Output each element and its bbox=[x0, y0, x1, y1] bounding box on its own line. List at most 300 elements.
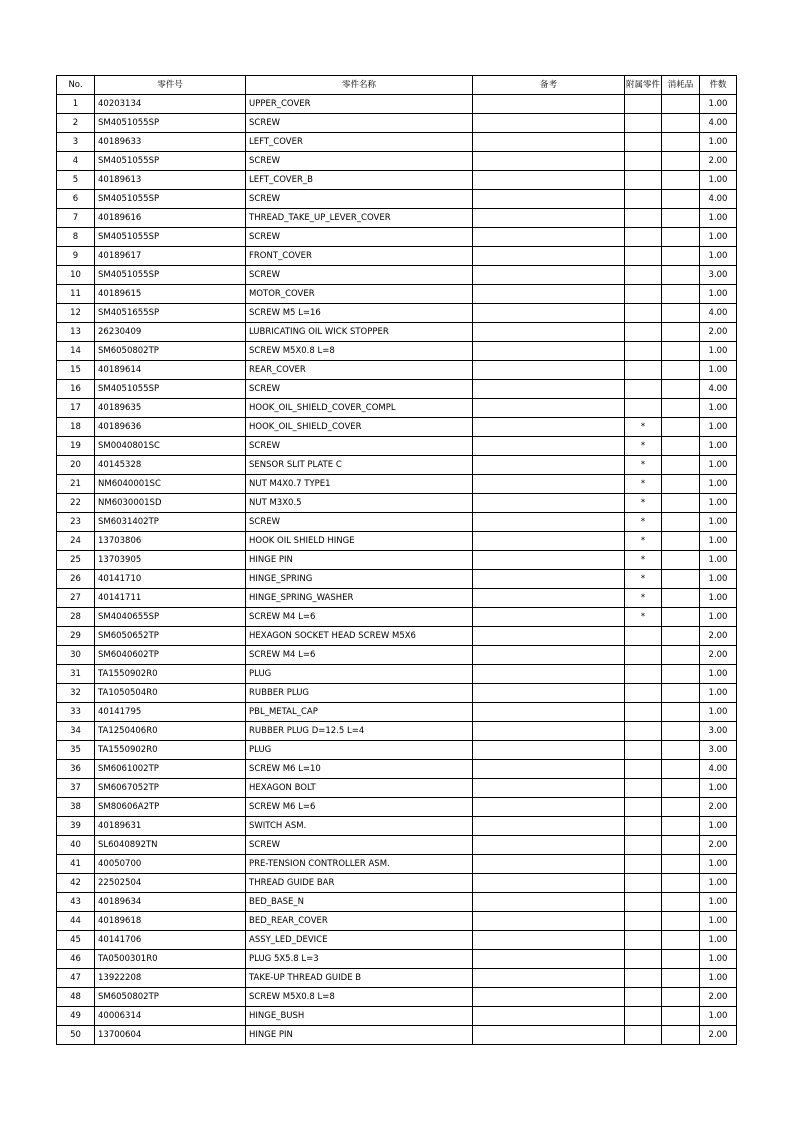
quantity: 1.00 bbox=[700, 475, 737, 494]
part-name: HOOK_OIL_SHIELD_COVER_COMPL bbox=[246, 399, 473, 418]
part-number: SM6050652TP bbox=[95, 627, 246, 646]
remarks-cell bbox=[473, 874, 625, 893]
row-no: 13 bbox=[57, 323, 95, 342]
row-no: 8 bbox=[57, 228, 95, 247]
remarks-cell bbox=[473, 475, 625, 494]
part-name: ASSY_LED_DEVICE bbox=[246, 931, 473, 950]
part-number: SM6050802TP bbox=[95, 342, 246, 361]
row-no: 34 bbox=[57, 722, 95, 741]
remarks-cell bbox=[473, 855, 625, 874]
part-name: HINGE_BUSH bbox=[246, 1007, 473, 1026]
quantity: 1.00 bbox=[700, 437, 737, 456]
part-number: 13700604 bbox=[95, 1026, 246, 1045]
quantity: 3.00 bbox=[700, 722, 737, 741]
consumable-mark bbox=[662, 95, 700, 114]
remarks-cell bbox=[473, 703, 625, 722]
part-name: MOTOR_COVER bbox=[246, 285, 473, 304]
row-no: 30 bbox=[57, 646, 95, 665]
remarks-cell bbox=[473, 285, 625, 304]
row-no: 39 bbox=[57, 817, 95, 836]
consumable-mark bbox=[662, 551, 700, 570]
quantity: 1.00 bbox=[700, 589, 737, 608]
consumable-mark bbox=[662, 722, 700, 741]
remarks-cell bbox=[473, 437, 625, 456]
part-name: SCREW M6 L=10 bbox=[246, 760, 473, 779]
quantity: 4.00 bbox=[700, 114, 737, 133]
quantity: 1.00 bbox=[700, 893, 737, 912]
attached-mark bbox=[625, 646, 662, 665]
consumable-mark bbox=[662, 361, 700, 380]
row-no: 20 bbox=[57, 456, 95, 475]
quantity: 2.00 bbox=[700, 627, 737, 646]
table-row bbox=[57, 456, 737, 475]
part-number: TA1550902R0 bbox=[95, 741, 246, 760]
part-number: SM4051055SP bbox=[95, 266, 246, 285]
attached-mark bbox=[625, 874, 662, 893]
attached-mark: * bbox=[625, 589, 662, 608]
attached-mark bbox=[625, 798, 662, 817]
table-row bbox=[57, 741, 737, 760]
row-no: 21 bbox=[57, 475, 95, 494]
part-name: REAR_COVER bbox=[246, 361, 473, 380]
attached-mark bbox=[625, 836, 662, 855]
consumable-mark bbox=[662, 646, 700, 665]
attached-mark bbox=[625, 209, 662, 228]
consumable-mark bbox=[662, 912, 700, 931]
header-remarks: 备考 bbox=[473, 76, 625, 95]
remarks-cell bbox=[473, 760, 625, 779]
attached-mark bbox=[625, 152, 662, 171]
quantity: 2.00 bbox=[700, 836, 737, 855]
remarks-cell bbox=[473, 456, 625, 475]
part-name: PBL_METAL_CAP bbox=[246, 703, 473, 722]
table-row bbox=[57, 912, 737, 931]
quantity: 1.00 bbox=[700, 456, 737, 475]
part-number: SM6067052TP bbox=[95, 779, 246, 798]
table-row bbox=[57, 380, 737, 399]
consumable-mark bbox=[662, 893, 700, 912]
consumable-mark bbox=[662, 703, 700, 722]
table-row bbox=[57, 627, 737, 646]
remarks-cell bbox=[473, 950, 625, 969]
part-name: THREAD_TAKE_UP_LEVER_COVER bbox=[246, 209, 473, 228]
quantity: 1.00 bbox=[700, 1007, 737, 1026]
quantity: 1.00 bbox=[700, 285, 737, 304]
quantity: 1.00 bbox=[700, 570, 737, 589]
row-no: 18 bbox=[57, 418, 95, 437]
consumable-mark bbox=[662, 342, 700, 361]
remarks-cell bbox=[473, 1026, 625, 1045]
part-number: SM4051055SP bbox=[95, 380, 246, 399]
part-number: SM6031402TP bbox=[95, 513, 246, 532]
row-no: 6 bbox=[57, 190, 95, 209]
consumable-mark bbox=[662, 247, 700, 266]
remarks-cell bbox=[473, 722, 625, 741]
row-no: 10 bbox=[57, 266, 95, 285]
row-no: 38 bbox=[57, 798, 95, 817]
quantity: 1.00 bbox=[700, 494, 737, 513]
table-row bbox=[57, 323, 737, 342]
table-row bbox=[57, 779, 737, 798]
remarks-cell bbox=[473, 209, 625, 228]
attached-mark bbox=[625, 665, 662, 684]
header-attached: 附属零件 bbox=[625, 76, 662, 95]
header-quantity: 件数 bbox=[700, 76, 737, 95]
part-number: 40189633 bbox=[95, 133, 246, 152]
part-number: SM4051055SP bbox=[95, 152, 246, 171]
part-number: 40189614 bbox=[95, 361, 246, 380]
part-number: 26230409 bbox=[95, 323, 246, 342]
consumable-mark bbox=[662, 475, 700, 494]
attached-mark: * bbox=[625, 418, 662, 437]
quantity: 1.00 bbox=[700, 551, 737, 570]
consumable-mark bbox=[662, 817, 700, 836]
remarks-cell bbox=[473, 323, 625, 342]
quantity: 3.00 bbox=[700, 266, 737, 285]
table-row bbox=[57, 475, 737, 494]
consumable-mark bbox=[662, 779, 700, 798]
part-number: 13703806 bbox=[95, 532, 246, 551]
row-no: 37 bbox=[57, 779, 95, 798]
row-no: 2 bbox=[57, 114, 95, 133]
quantity: 3.00 bbox=[700, 741, 737, 760]
part-number: SM6061002TP bbox=[95, 760, 246, 779]
table-row bbox=[57, 722, 737, 741]
table-row bbox=[57, 114, 737, 133]
part-name: HINGE_SPRING bbox=[246, 570, 473, 589]
part-name: PLUG bbox=[246, 741, 473, 760]
table-row bbox=[57, 551, 737, 570]
quantity: 1.00 bbox=[700, 418, 737, 437]
row-no: 4 bbox=[57, 152, 95, 171]
consumable-mark bbox=[662, 418, 700, 437]
remarks-cell bbox=[473, 912, 625, 931]
table-row bbox=[57, 133, 737, 152]
consumable-mark bbox=[662, 437, 700, 456]
table-row bbox=[57, 1026, 737, 1045]
consumable-mark bbox=[662, 304, 700, 323]
row-no: 28 bbox=[57, 608, 95, 627]
table-row bbox=[57, 266, 737, 285]
row-no: 32 bbox=[57, 684, 95, 703]
row-no: 26 bbox=[57, 570, 95, 589]
part-number: 40141706 bbox=[95, 931, 246, 950]
remarks-cell bbox=[473, 380, 625, 399]
part-number: 40189635 bbox=[95, 399, 246, 418]
attached-mark bbox=[625, 779, 662, 798]
table-row bbox=[57, 969, 737, 988]
part-name: PLUG 5X5.8 L=3 bbox=[246, 950, 473, 969]
attached-mark bbox=[625, 95, 662, 114]
part-number: SM4040655SP bbox=[95, 608, 246, 627]
attached-mark: * bbox=[625, 456, 662, 475]
part-number: SM4051055SP bbox=[95, 114, 246, 133]
consumable-mark bbox=[662, 152, 700, 171]
quantity: 1.00 bbox=[700, 399, 737, 418]
part-number: SM6050802TP bbox=[95, 988, 246, 1007]
part-name: SENSOR SLIT PLATE C bbox=[246, 456, 473, 475]
parts-table bbox=[56, 75, 737, 1045]
row-no: 35 bbox=[57, 741, 95, 760]
consumable-mark bbox=[662, 950, 700, 969]
quantity: 2.00 bbox=[700, 988, 737, 1007]
quantity: 1.00 bbox=[700, 608, 737, 627]
part-number: SM4051055SP bbox=[95, 190, 246, 209]
part-name: SCREW bbox=[246, 266, 473, 285]
part-number: SM80606A2TP bbox=[95, 798, 246, 817]
part-number: 40141711 bbox=[95, 589, 246, 608]
attached-mark bbox=[625, 1007, 662, 1026]
row-no: 24 bbox=[57, 532, 95, 551]
quantity: 1.00 bbox=[700, 931, 737, 950]
quantity: 1.00 bbox=[700, 912, 737, 931]
attached-mark bbox=[625, 893, 662, 912]
table-row bbox=[57, 760, 737, 779]
quantity: 4.00 bbox=[700, 380, 737, 399]
part-name: NUT M4X0.7 TYPE1 bbox=[246, 475, 473, 494]
quantity: 1.00 bbox=[700, 855, 737, 874]
table-row bbox=[57, 931, 737, 950]
quantity: 1.00 bbox=[700, 95, 737, 114]
quantity: 1.00 bbox=[700, 779, 737, 798]
row-no: 41 bbox=[57, 855, 95, 874]
row-no: 11 bbox=[57, 285, 95, 304]
row-no: 14 bbox=[57, 342, 95, 361]
part-name: BED_BASE_N bbox=[246, 893, 473, 912]
table-row bbox=[57, 418, 737, 437]
row-no: 16 bbox=[57, 380, 95, 399]
quantity: 2.00 bbox=[700, 1026, 737, 1045]
consumable-mark bbox=[662, 665, 700, 684]
table-row bbox=[57, 1007, 737, 1026]
table-row bbox=[57, 646, 737, 665]
row-no: 17 bbox=[57, 399, 95, 418]
part-number: SM6040602TP bbox=[95, 646, 246, 665]
consumable-mark bbox=[662, 684, 700, 703]
remarks-cell bbox=[473, 342, 625, 361]
row-no: 1 bbox=[57, 95, 95, 114]
attached-mark: * bbox=[625, 532, 662, 551]
attached-mark: * bbox=[625, 608, 662, 627]
consumable-mark bbox=[662, 399, 700, 418]
remarks-cell bbox=[473, 627, 625, 646]
row-no: 23 bbox=[57, 513, 95, 532]
consumable-mark bbox=[662, 190, 700, 209]
row-no: 46 bbox=[57, 950, 95, 969]
consumable-mark bbox=[662, 836, 700, 855]
remarks-cell bbox=[473, 95, 625, 114]
remarks-cell bbox=[473, 304, 625, 323]
table-row bbox=[57, 285, 737, 304]
part-name: SCREW M6 L=6 bbox=[246, 798, 473, 817]
remarks-cell bbox=[473, 1007, 625, 1026]
part-number: 40145328 bbox=[95, 456, 246, 475]
attached-mark bbox=[625, 703, 662, 722]
attached-mark: * bbox=[625, 494, 662, 513]
part-name: HINGE_SPRING_WASHER bbox=[246, 589, 473, 608]
table-row bbox=[57, 152, 737, 171]
attached-mark bbox=[625, 323, 662, 342]
part-name: SCREW bbox=[246, 152, 473, 171]
attached-mark bbox=[625, 950, 662, 969]
consumable-mark bbox=[662, 627, 700, 646]
row-no: 48 bbox=[57, 988, 95, 1007]
table-row bbox=[57, 494, 737, 513]
table-row bbox=[57, 798, 737, 817]
attached-mark bbox=[625, 931, 662, 950]
table-row bbox=[57, 950, 737, 969]
part-number: NM6040001SC bbox=[95, 475, 246, 494]
row-no: 9 bbox=[57, 247, 95, 266]
attached-mark bbox=[625, 741, 662, 760]
attached-mark bbox=[625, 399, 662, 418]
consumable-mark bbox=[662, 988, 700, 1007]
part-number: 40189618 bbox=[95, 912, 246, 931]
table-row bbox=[57, 304, 737, 323]
row-no: 27 bbox=[57, 589, 95, 608]
part-number: 40189616 bbox=[95, 209, 246, 228]
remarks-cell bbox=[473, 532, 625, 551]
remarks-cell bbox=[473, 399, 625, 418]
table-row bbox=[57, 513, 737, 532]
part-number: TA1250406R0 bbox=[95, 722, 246, 741]
part-number: 40189634 bbox=[95, 893, 246, 912]
remarks-cell bbox=[473, 361, 625, 380]
attached-mark: * bbox=[625, 437, 662, 456]
part-number: 40189615 bbox=[95, 285, 246, 304]
table-row bbox=[57, 209, 737, 228]
consumable-mark bbox=[662, 209, 700, 228]
part-name: SCREW bbox=[246, 513, 473, 532]
part-name: PLUG bbox=[246, 665, 473, 684]
remarks-cell bbox=[473, 684, 625, 703]
attached-mark: * bbox=[625, 570, 662, 589]
row-no: 33 bbox=[57, 703, 95, 722]
attached-mark bbox=[625, 190, 662, 209]
table-row bbox=[57, 95, 737, 114]
part-name: HOOK_OIL_SHIELD_COVER bbox=[246, 418, 473, 437]
consumable-mark bbox=[662, 114, 700, 133]
row-no: 45 bbox=[57, 931, 95, 950]
attached-mark bbox=[625, 361, 662, 380]
header-part-name: 零件名称 bbox=[246, 76, 473, 95]
remarks-cell bbox=[473, 893, 625, 912]
table-row bbox=[57, 361, 737, 380]
part-number: 40189617 bbox=[95, 247, 246, 266]
attached-mark: * bbox=[625, 513, 662, 532]
part-name: HINGE PIN bbox=[246, 551, 473, 570]
attached-mark bbox=[625, 380, 662, 399]
attached-mark: * bbox=[625, 475, 662, 494]
quantity: 1.00 bbox=[700, 342, 737, 361]
table-row bbox=[57, 893, 737, 912]
consumable-mark bbox=[662, 608, 700, 627]
row-no: 31 bbox=[57, 665, 95, 684]
attached-mark bbox=[625, 285, 662, 304]
part-name: NUT M3X0.5 bbox=[246, 494, 473, 513]
part-name: TAKE-UP THREAD GUIDE B bbox=[246, 969, 473, 988]
remarks-cell bbox=[473, 589, 625, 608]
part-name: SCREW bbox=[246, 380, 473, 399]
remarks-cell bbox=[473, 646, 625, 665]
quantity: 1.00 bbox=[700, 247, 737, 266]
row-no: 5 bbox=[57, 171, 95, 190]
quantity: 2.00 bbox=[700, 323, 737, 342]
quantity: 1.00 bbox=[700, 874, 737, 893]
part-number: TA0500301R0 bbox=[95, 950, 246, 969]
quantity: 1.00 bbox=[700, 969, 737, 988]
consumable-mark bbox=[662, 228, 700, 247]
table-row bbox=[57, 988, 737, 1007]
consumable-mark bbox=[662, 589, 700, 608]
row-no: 40 bbox=[57, 836, 95, 855]
part-name: LEFT_COVER bbox=[246, 133, 473, 152]
attached-mark bbox=[625, 627, 662, 646]
part-number: 13922208 bbox=[95, 969, 246, 988]
consumable-mark bbox=[662, 570, 700, 589]
consumable-mark bbox=[662, 760, 700, 779]
row-no: 36 bbox=[57, 760, 95, 779]
table-body bbox=[57, 95, 737, 1045]
row-no: 12 bbox=[57, 304, 95, 323]
row-no: 43 bbox=[57, 893, 95, 912]
consumable-mark bbox=[662, 380, 700, 399]
attached-mark bbox=[625, 247, 662, 266]
row-no: 22 bbox=[57, 494, 95, 513]
consumable-mark bbox=[662, 1007, 700, 1026]
table-row bbox=[57, 399, 737, 418]
consumable-mark bbox=[662, 969, 700, 988]
table-row bbox=[57, 171, 737, 190]
part-number: 13703905 bbox=[95, 551, 246, 570]
quantity: 4.00 bbox=[700, 190, 737, 209]
quantity: 1.00 bbox=[700, 532, 737, 551]
remarks-cell bbox=[473, 665, 625, 684]
part-name: HINGE PIN bbox=[246, 1026, 473, 1045]
part-name: HOOK OIL SHIELD HINGE bbox=[246, 532, 473, 551]
table-row bbox=[57, 855, 737, 874]
part-number: SM4051655SP bbox=[95, 304, 246, 323]
consumable-mark bbox=[662, 874, 700, 893]
attached-mark bbox=[625, 988, 662, 1007]
remarks-cell bbox=[473, 513, 625, 532]
row-no: 44 bbox=[57, 912, 95, 931]
table-row bbox=[57, 247, 737, 266]
quantity: 2.00 bbox=[700, 646, 737, 665]
part-name: UPPER_COVER bbox=[246, 95, 473, 114]
consumable-mark bbox=[662, 741, 700, 760]
attached-mark bbox=[625, 684, 662, 703]
part-name: RUBBER PLUG D=12.5 L=4 bbox=[246, 722, 473, 741]
attached-mark bbox=[625, 114, 662, 133]
remarks-cell bbox=[473, 266, 625, 285]
attached-mark bbox=[625, 266, 662, 285]
part-name: HEXAGON BOLT bbox=[246, 779, 473, 798]
remarks-cell bbox=[473, 798, 625, 817]
part-number: 40006314 bbox=[95, 1007, 246, 1026]
consumable-mark bbox=[662, 266, 700, 285]
quantity: 1.00 bbox=[700, 361, 737, 380]
row-no: 49 bbox=[57, 1007, 95, 1026]
part-name: SCREW M5X0.8 L=8 bbox=[246, 988, 473, 1007]
remarks-cell bbox=[473, 608, 625, 627]
quantity: 1.00 bbox=[700, 665, 737, 684]
attached-mark bbox=[625, 1026, 662, 1045]
part-name: SCREW M4 L=6 bbox=[246, 608, 473, 627]
row-no: 15 bbox=[57, 361, 95, 380]
table-row bbox=[57, 228, 737, 247]
header-part-no: 零件号 bbox=[95, 76, 246, 95]
